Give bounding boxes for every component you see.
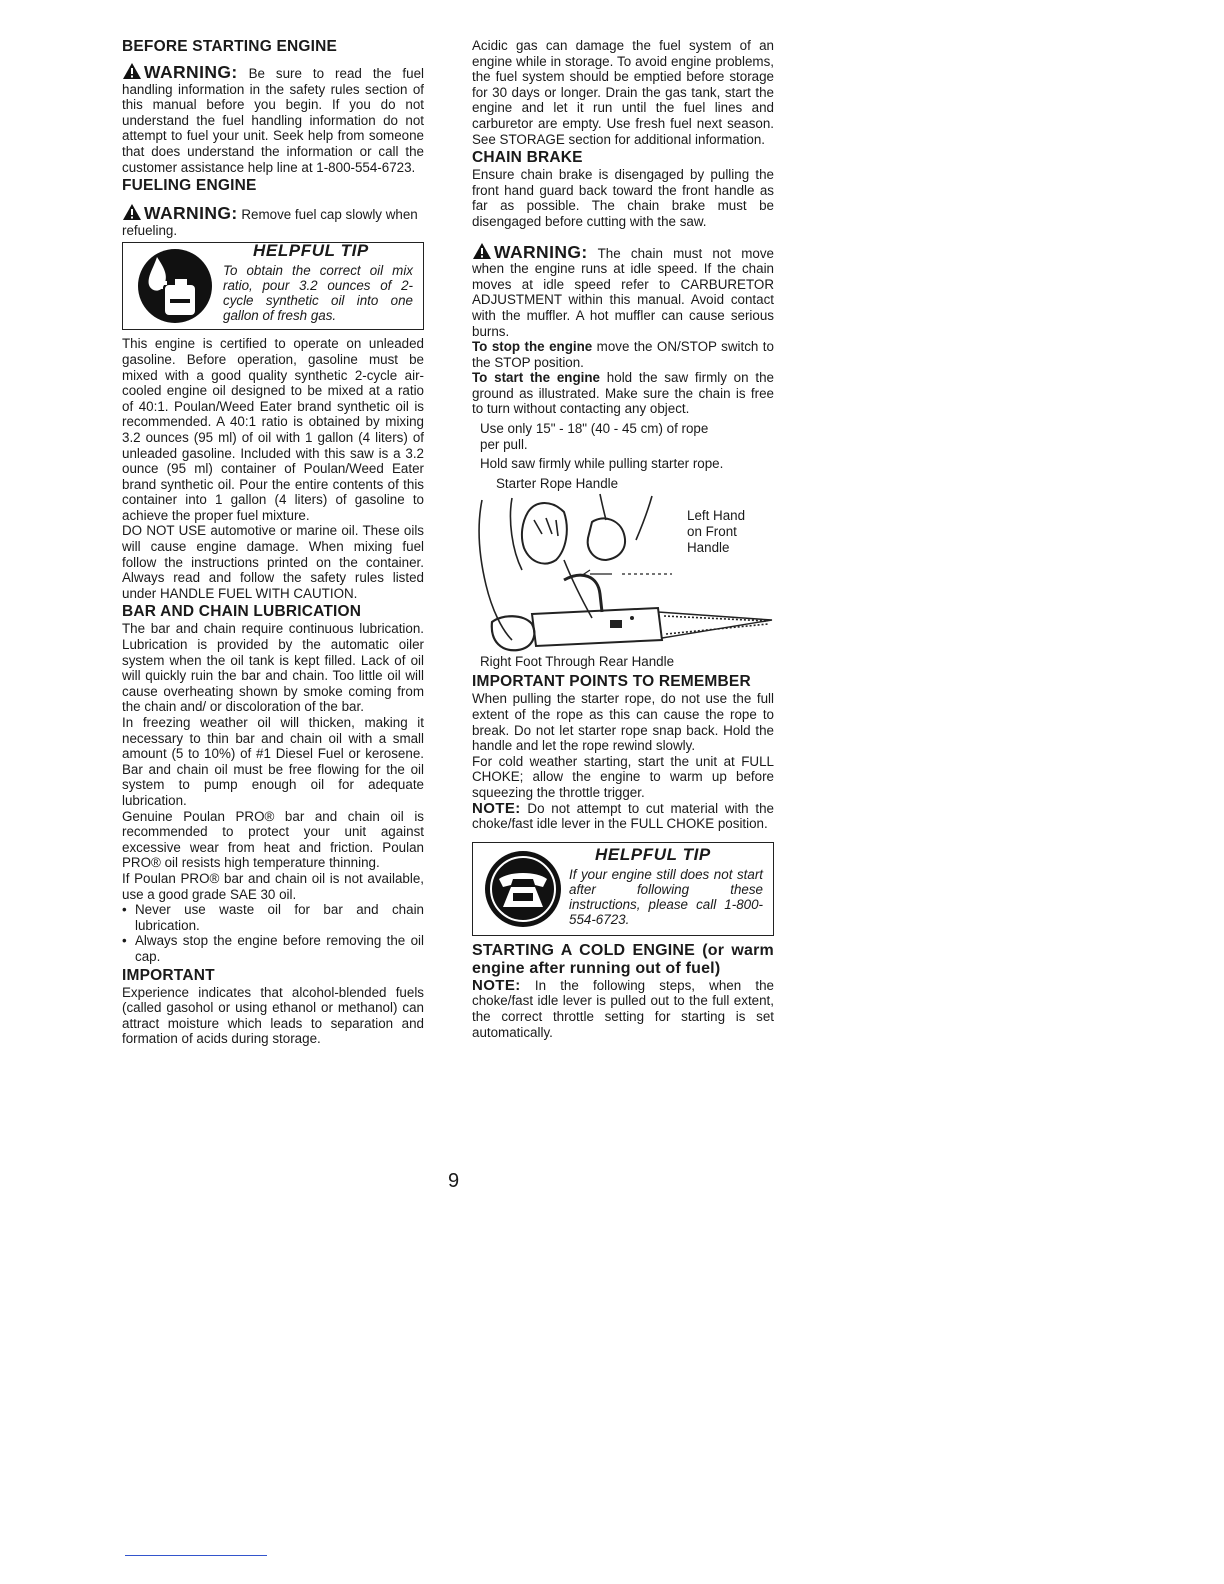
bar-chain-paragraph-4: If Poulan PRO® bar and chain oil is not available, use a good grade SAE 30 oil. <box>122 870 424 902</box>
helpful-tip-box-oil <box>122 242 424 330</box>
fuel-can-icon <box>135 247 215 325</box>
fueling-heading: FUELING ENGINE <box>122 177 257 195</box>
warning-triangle-icon <box>122 62 142 80</box>
note-text: Do not attempt to cut material with the choke/fast idle lever in the FULL CHOKE position. <box>472 800 774 832</box>
figure-label-right-foot: Right Foot Through Rear Handle <box>480 653 675 669</box>
important-heading: IMPORTANT <box>122 966 215 984</box>
important-points-paragraph-2: For cold weather starting, start the unit at FULL CHOKE; allow the engine to warm up before squeezing the throttle trigger. <box>472 753 774 800</box>
warning-label: WARNING: <box>144 203 238 224</box>
cold-start-heading: STARTING A COLD ENGINE (or warm engine after running out of fuel) <box>472 941 774 977</box>
important-points-paragraph-1: When pulling the starter rope, do not use the full extent of the rope as this can cause the rope to break. Do not let starter rope snap back. Hold the handle and let the rope rewind slowly. <box>472 691 774 754</box>
bottom-divider <box>125 1555 267 1556</box>
cold-start-note <box>472 978 774 1040</box>
helpful-tip-text: If your engine still does not start after following these instructions, please call 1-800-554-6723. <box>569 866 763 927</box>
fuel-paragraph-2: DO NOT USE automotive or marine oil. These oils will cause engine damage. When mixing fuel follow the instructions printed on the container. Always read and follow the safety rules listed under HANDLE FUEL WITH CAUTION. <box>122 523 424 601</box>
acidic-paragraph: Acidic gas can damage the fuel system of an engine while in storage. To avoid engine problems, the fuel system should be emptied before storage for 30 days or longer. Drain the gas tank, start the engine and let it run until the fuel lines and carburetor are empty. Use fresh fuel next season. See STORAGE section for additional information. <box>472 38 774 147</box>
starting-illustration <box>472 474 774 654</box>
chain-brake-warning <box>472 242 774 340</box>
start-engine-label: To start the engine <box>472 370 600 386</box>
before-starting-warning <box>122 62 424 175</box>
left-column <box>122 38 424 1047</box>
stop-engine-paragraph <box>472 339 774 370</box>
warning-triangle-icon <box>122 203 142 221</box>
helpful-tip-text: To obtain the correct oil mix ratio, pour 3.2 ounces of 2-cycle synthetic oil into one gallon of fresh gas. <box>223 263 413 324</box>
bar-chain-heading: BAR AND CHAIN LUBRICATION <box>122 603 362 621</box>
warning-triangle-icon <box>472 242 492 260</box>
helpful-tip-box-call <box>472 842 774 936</box>
hold-saw-note: Hold saw firmly while pulling starter rope. <box>480 456 724 472</box>
fueling-warning <box>122 203 424 238</box>
choke-note <box>472 801 774 832</box>
bullet-text: Always stop the engine before removing the oil cap. <box>135 933 424 964</box>
stop-engine-label: To stop the engine <box>472 339 593 355</box>
bar-chain-paragraph-1: The bar and chain require continuous lubrication. Lubrication is provided by the automatic oiler system when the oil tank is kept filled. Lack of oil will quickly ruin the bar and chain. Too little oil will cause overheating shown by smoke coming from the chain and/ or discoloration of the bar. <box>122 621 424 715</box>
telephone-icon <box>483 849 563 929</box>
important-paragraph: Experience indicates that alcohol-blended fuels (called gasohol or using ethanol or methanol) can attract moisture which leads to separation and formation of acids during storage. <box>122 984 424 1047</box>
start-engine-paragraph <box>472 370 774 417</box>
note-text: In the following steps, when the choke/fast idle lever is pulled out to the full extent, the correct throttle setting for starting is set automatically. <box>472 977 774 1040</box>
note-label: NOTE: <box>472 976 521 994</box>
before-starting-heading: BEFORE STARTING ENGINE <box>122 38 338 55</box>
figure-label-left-hand-3: Handle <box>687 539 730 555</box>
warning-label: WARNING: <box>144 62 238 82</box>
page-number: 9 <box>448 1170 460 1192</box>
bar-chain-paragraph-2: In freezing weather oil will thicken, making it necessary to thin bar and chain oil with a small amount (5 to 10%) of #1 Diesel Fuel or kerosene. Bar and chain oil must be free flowing for the oil system to pump enough oil for adequate lubrication. <box>122 715 424 808</box>
fuel-paragraph-1: This engine is certified to operate on unleaded gasoline. Before operation, gasoline must be mixed with a good quality synthetic 2-cycle air-cooled engine oil designed to be mixed at a ratio of 40:1. Poulan/Weed Eater brand synthetic oil is recommended. A 40:1 ratio is obtained by mixing 3.2 ounces (95 ml) of oil with 1 gallon (4 liters) of unleaded gasoline. Included with this saw is a 3.2 ounce (95 ml) container of Poulan/Weed Eater brand synthetic oil. Pour the entire contents of this container into 1 gallon (4 liters) of gasoline to achieve the proper fuel mixture. <box>122 336 424 523</box>
bar-chain-paragraph-3: Genuine Poulan PRO® bar and chain oil is recommended to protect your unit against excessive wear from heat and friction. Poulan PRO® oil resists high temperature thinning. <box>122 808 424 871</box>
figure-label-left-hand-1: Left Hand <box>687 507 746 523</box>
figure-label-left-hand-2: on Front <box>687 523 737 539</box>
important-points-heading: IMPORTANT POINTS TO REMEMBER <box>472 673 751 691</box>
note-label: NOTE: <box>472 799 521 817</box>
stop-engine-text: move the ON/STOP switch to the STOP position. <box>472 339 774 370</box>
figure-label-starter-rope: Starter Rope Handle <box>496 475 619 491</box>
bullet-item: • Never use waste oil for bar and chain lubrication. <box>122 902 424 933</box>
chain-brake-paragraph: Ensure chain brake is disengaged by pulling the front hand guard back toward the front handle as far as possible. The chain brake must be disengaged before cutting with the saw. <box>472 167 774 229</box>
chain-brake-heading: CHAIN BRAKE <box>472 149 583 167</box>
rope-length-note: Use only 15" - 18" (40 - 45 cm) of rope per pull. <box>480 421 709 452</box>
bullet-text: Never use waste oil for bar and chain lubrication. <box>135 902 424 933</box>
right-column <box>472 38 774 1040</box>
helpful-tip-title: HELPFUL TIP <box>595 844 711 864</box>
warning-text: The chain must not move when the engine runs at idle speed. If the chain moves at idle speed refer to CARBURETOR ADJUSTMENT within this manual. Avoid contact with the muffler. A hot muffler can cause serious burns. <box>472 245 774 339</box>
bullet-item: • Always stop the engine before removing the oil cap. <box>122 933 424 964</box>
warning-text: Be sure to read the fuel handling information in the safety rules section of this manual before you begin. If you do not understand the fuel handling information do not attempt to fuel your unit. Seek help from someone that does understand the information or call the customer assistance help line at 1-800-554-6723. <box>122 66 424 175</box>
warning-label: WARNING: <box>494 241 588 262</box>
helpful-tip-title: HELPFUL TIP <box>253 241 369 261</box>
start-engine-text: hold the saw firmly on the ground as illustrated. Make sure the chain is free to turn without contacting any object. <box>472 370 774 417</box>
warning-text: Remove fuel cap slowly when refueling. <box>122 207 418 238</box>
